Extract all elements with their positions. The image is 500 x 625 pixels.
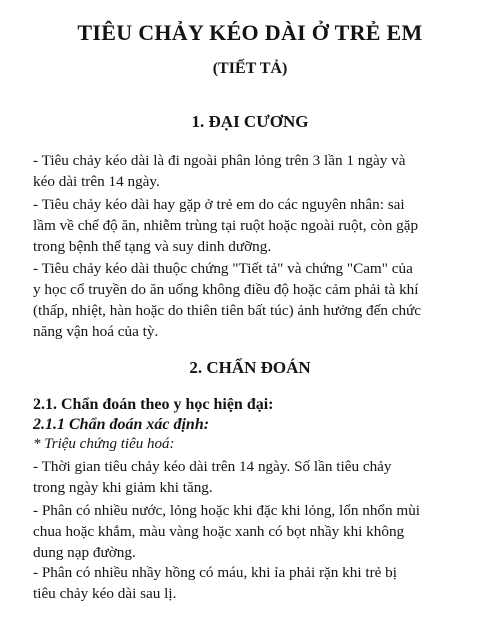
paragraph: [33, 258, 485, 342]
text-line: - Thời gian tiêu chảy kéo dài trên 14 ngày. Số lần tiêu chảy: [33, 458, 392, 475]
text-line: - Phân có nhiều nước, lỏng hoặc khi đặc khi lỏng, lổn nhổn mùi: [33, 502, 421, 519]
text-line: chua hoặc khắm, màu vàng hoặc xanh có bọt nhầy khi không: [33, 523, 405, 540]
section-heading-1: 1. ĐẠI CƯƠNG: [191, 112, 309, 131]
paragraph: [33, 562, 485, 604]
text-line: trong bệnh thể tạng và suy dinh dưỡng.: [33, 238, 272, 255]
text-line: tiêu chảy kéo dài sau lị.: [33, 585, 177, 602]
symptom-group-label: * Triệu chứng tiêu hoá:: [33, 436, 175, 452]
text-line: (thấp, nhiệt, hàn hoặc do thiên tiên bất túc) ảnh hưởng đến chức: [33, 302, 422, 319]
text-line: kéo dài trên 14 ngày.: [33, 173, 160, 190]
document-subtitle: (TIẾT TẢ): [212, 60, 288, 77]
paragraph: [33, 194, 485, 257]
document-title: TIÊU CHẢY KÉO DÀI Ở TRẺ EM: [77, 20, 423, 45]
subsubsection-heading: 2.1.1 Chẩn đoán xác định:: [33, 416, 210, 433]
section-heading-2: 2. CHẨN ĐOÁN: [189, 358, 311, 377]
text-line: dung nạp đường.: [33, 544, 136, 561]
text-line: - Phân có nhiều nhầy hồng có máu, khi ỉa phải rặn khi trẻ bị: [33, 564, 397, 581]
text-line: trong ngày khi giảm khi tăng.: [33, 479, 213, 496]
text-line: - Tiêu chảy kéo dài thuộc chứng "Tiết tả" và chứng "Cam" của: [33, 260, 413, 277]
paragraph: [33, 150, 485, 192]
text-line: - Tiêu chảy kéo dài là đi ngoài phân lỏng trên 3 lần 1 ngày và: [33, 152, 406, 169]
paragraph: [33, 500, 485, 563]
text-line: y học cổ truyền do ăn uống không điều độ hoặc cảm phải tà khí: [33, 281, 419, 298]
text-line: - Tiêu chảy kéo dài hay gặp ở trẻ em do các nguyên nhân: sai: [33, 196, 405, 213]
paragraph: [33, 456, 485, 498]
text-line: năng vận hoá của tỳ.: [33, 323, 159, 340]
subsection-heading: 2.1. Chẩn đoán theo y học hiện đại:: [33, 396, 274, 413]
text-line: lầm về chế độ ăn, nhiễm trùng tại ruột hoặc ngoài ruột, còn gặp: [33, 217, 419, 234]
